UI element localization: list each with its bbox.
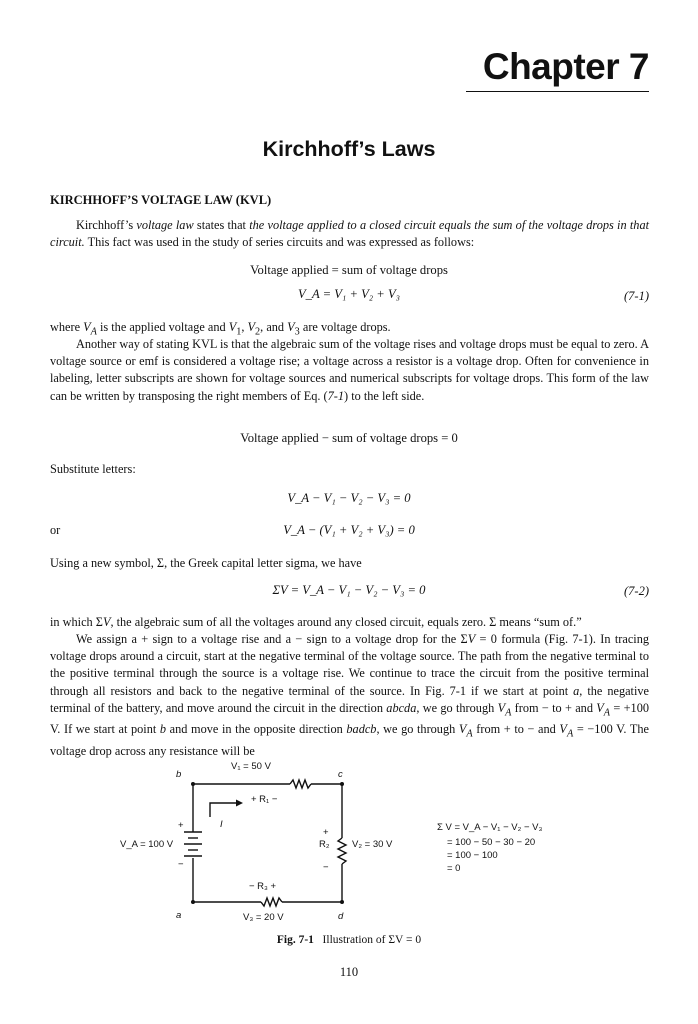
node-c-label: c: [338, 769, 343, 780]
current-arrow-head: [236, 800, 243, 807]
sum-line-3: = 100 − 100: [447, 850, 498, 861]
current-label: I: [220, 819, 223, 830]
resistor-r3: [261, 898, 282, 906]
circuit-figure: [0, 755, 698, 930]
chapter-rule: [466, 91, 649, 92]
r2-plus: +: [323, 827, 329, 838]
node-d-dot: [340, 900, 344, 904]
paragraph-kvl-intro: Kirchhoff’s voltage law states that the voltage applied to a closed circuit equals the sum of the voltage drops in that circuit. This fact was used in the study of series circuits and was expressed as follows:: [50, 218, 650, 250]
or-label: or: [50, 523, 61, 537]
section-heading: KIRCHHOFF’S VOLTAGE LAW (KVL): [50, 193, 272, 207]
equation-grouped: V_A − (V₁ + V₂ + V₃) = 0: [283, 523, 415, 537]
current-arrow: [210, 803, 236, 817]
node-b-label: b: [176, 769, 182, 780]
sigma-intro: Using a new symbol, Σ, the Greek capital letter sigma, we have: [50, 556, 362, 570]
chapter-title: Kirchhoff’s Laws: [262, 137, 436, 161]
v2-label: V₂ = 30 V: [352, 839, 393, 850]
sum-line-4: = 0: [447, 863, 461, 874]
sum-line-1: Σ V = V_A − V₁ − V₂ − V₃: [437, 822, 543, 833]
node-a-label: a: [176, 910, 182, 921]
resistor-r2: [338, 838, 346, 864]
equation-number-7-2: (7-2): [624, 584, 649, 598]
battery-plus: +: [178, 820, 184, 831]
r2-label: R₂: [319, 839, 330, 850]
page-number: 110: [339, 965, 359, 979]
paragraph-in-which: in which ΣV, the algebraic sum of all the voltages around any closed circuit, equals zero. Σ means “sum of.”: [50, 615, 582, 629]
va-label: V_A = 100 V: [120, 839, 174, 850]
v1-label: V₁ = 50 V: [231, 761, 271, 772]
equation-words-1: Voltage applied = sum of voltage drops: [250, 263, 448, 277]
equation-7-1: V_A = V₁ + V₂ + V₃: [297, 287, 401, 301]
resistor-r1: [290, 780, 311, 788]
paragraph-where: where $V_A$ is the applied voltage and $V_1$, $V_2$, and $V_3$ are voltage drops.: [50, 320, 391, 338]
chapter-heading: Chapter 7: [482, 46, 649, 87]
sum-line-2: = 100 − 50 − 30 − 20: [447, 837, 536, 848]
node-b-dot: [191, 782, 195, 786]
r3-label: − R₃ +: [249, 881, 277, 892]
r2-minus: −: [323, 862, 329, 873]
node-d-label: d: [338, 911, 344, 922]
paragraph-sign-convention: We assign a + sign to a voltage rise and a − sign to a voltage drop for the ΣV = 0 formula (Fig. 7-1). In tracing voltage drops around a circuit, start at the negative terminal of the voltage source. The path from the negative terminal to the positive terminal through the source is a voltage rise. We continue to trace the circuit from the positive terminal through all resistors and back to the negative terminal of the source. In Fig. 7-1 if we start at point a, the negative terminal of the battery, and move around the circuit in the direction abcda, we go through $V_A$ from − to + and $V_A = +100$ V. If we start at point b and move in the opposite direction badcb, we go through $V_A$ from + to − and $V_A = -100$ V. The voltage drop across any resistance will be: [50, 632, 650, 759]
equation-substituted: V_A − V₁ − V₂ − V₃ = 0: [287, 491, 411, 505]
v3-label: V₃ = 20 V: [243, 912, 284, 923]
equation-number-7-1: (7-1): [624, 289, 649, 303]
r1-label: + R₁ −: [251, 794, 278, 805]
battery-minus: −: [178, 859, 184, 870]
node-c-dot: [340, 782, 344, 786]
paragraph-another-way: Another way of stating KVL is that the algebraic sum of the voltage rises and voltage drops must be equal to zero. A voltage source or emf is considered a voltage rise; a voltage across a resistor is a voltage drop. Often for convenience in labeling, letter subscripts are shown for voltage sources and numerical subscripts for voltage drops. This form of the law can be written by transposing the right members of Eq. (7-1) to the left side.: [50, 337, 649, 403]
figure-caption: Fig. 7-1 Illustration of ΣV = 0: [276, 934, 422, 946]
equation-7-2: ΣV = V_A − V₁ − V₂ − V₃ = 0: [272, 583, 426, 597]
equation-words-2: Voltage applied − sum of voltage drops = 0: [240, 431, 458, 445]
node-a-dot: [191, 900, 195, 904]
substitute-label: Substitute letters:: [50, 462, 136, 476]
